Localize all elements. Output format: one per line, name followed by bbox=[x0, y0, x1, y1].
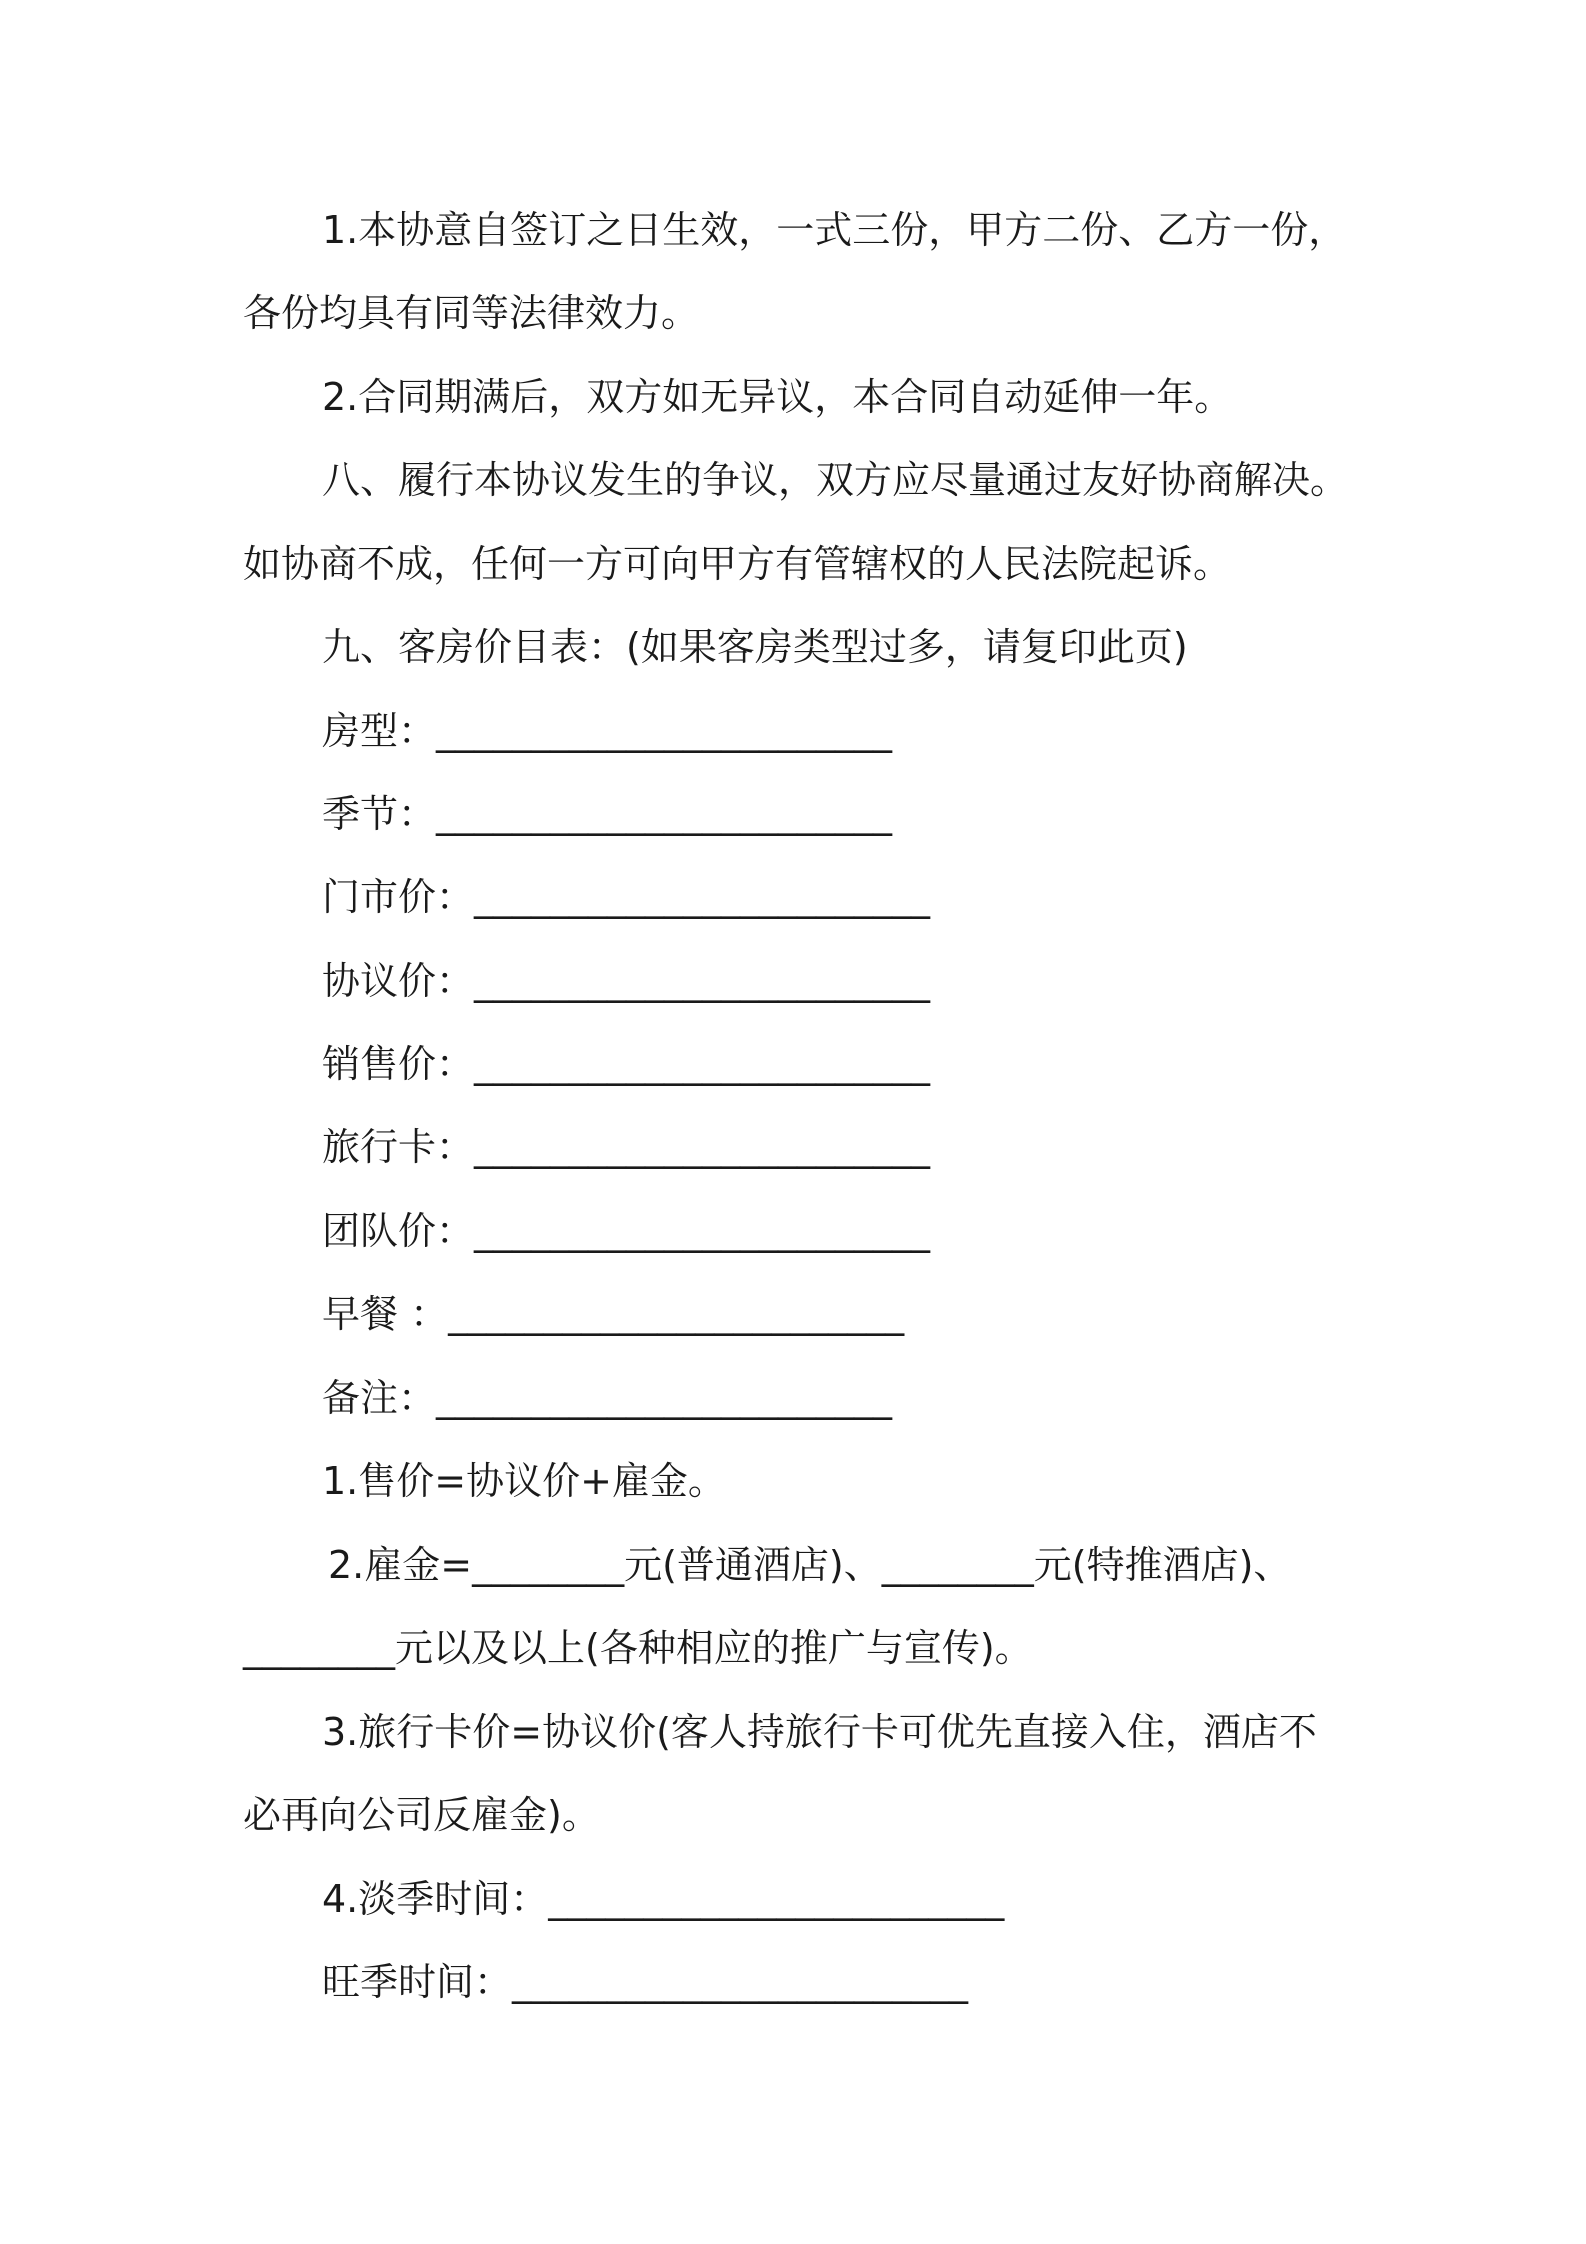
field-rack-rate: 门市价：________________________ bbox=[322, 875, 931, 919]
peak-season: 旺季时间：________________________ bbox=[322, 1960, 969, 2004]
item-9-heading: 九、客房价目表：(如果客房类型过多，请复印此页) bbox=[322, 625, 1188, 669]
clause-7-2: 2.合同期满后，双方如无异议，本合同自动延伸一年。 bbox=[322, 375, 1233, 419]
note-3-line-1: 3.旅行卡价=协议价(客人持旅行卡可优先直接入住，酒店不 bbox=[322, 1710, 1317, 1754]
field-season: 季节：________________________ bbox=[322, 792, 893, 836]
field-remarks: 备注：________________________ bbox=[322, 1376, 893, 1420]
field-travel-card: 旅行卡：________________________ bbox=[322, 1125, 931, 1169]
field-breakfast: 早餐 ：________________________ bbox=[322, 1292, 905, 1336]
note-1: 1.售价=协议价+雇金。 bbox=[322, 1459, 726, 1503]
item-8-line-1: 八、履行本协议发生的争议，双方应尽量通过友好协商解决。 bbox=[322, 458, 1349, 502]
note-4-off-season: 4.淡季时间：________________________ bbox=[322, 1877, 1005, 1921]
item-8-line-2: 如协商不成，任何一方可向甲方有管辖权的人民法院起诉。 bbox=[243, 542, 1232, 586]
note-2-line-2: ________元以及以上(各种相应的推广与宣传)。 bbox=[243, 1626, 1033, 1670]
field-agreed-rate: 协议价：________________________ bbox=[322, 959, 931, 1003]
field-group-rate: 团队价：________________________ bbox=[322, 1209, 931, 1253]
note-2-line-1: 2.雇金=________元(普通酒店)、________元(特推酒店)、 bbox=[328, 1543, 1292, 1587]
field-room-type: 房型：________________________ bbox=[322, 709, 893, 753]
note-3-line-2: 必再向公司反雇金)。 bbox=[243, 1793, 600, 1837]
field-sale-price: 销售价：________________________ bbox=[322, 1042, 931, 1086]
clause-7-1-line-2: 各份均具有同等法律效力。 bbox=[243, 291, 700, 335]
clause-7-1-line-1: 1.本协意自签订之日生效，一式三份，甲方二份、乙方一份， bbox=[322, 208, 1347, 252]
